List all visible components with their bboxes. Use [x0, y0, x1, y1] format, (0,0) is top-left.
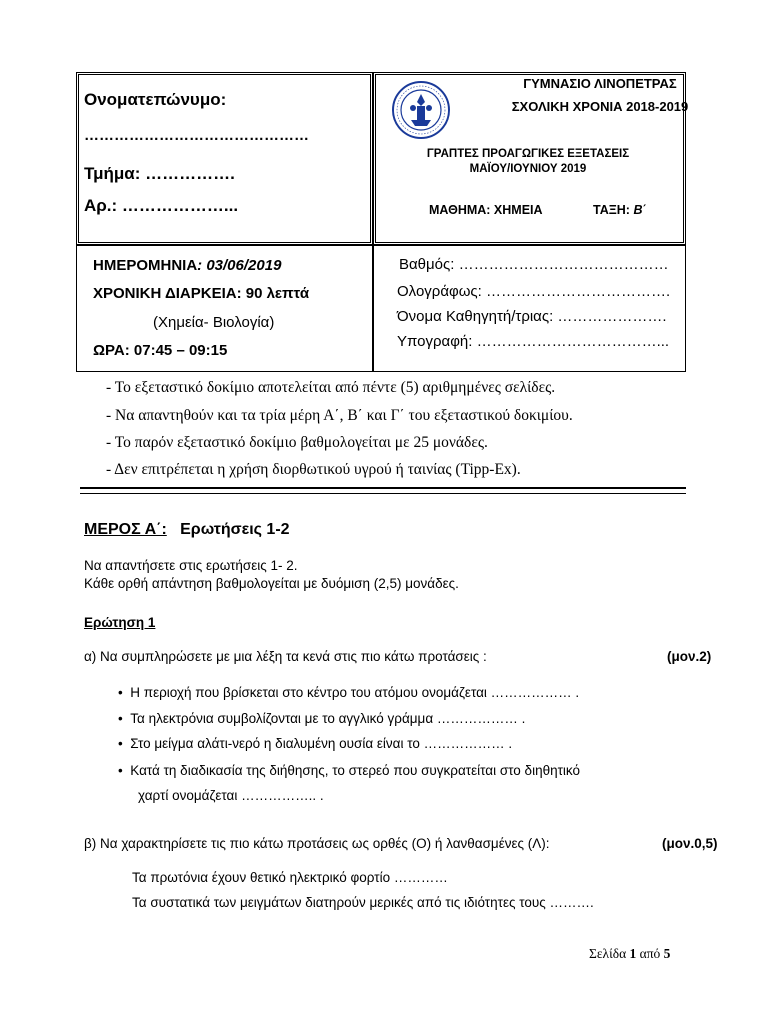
name-dots: ………………………………………	[84, 127, 309, 144]
separator-rule	[80, 487, 686, 494]
question-1a-marks: (μον.2)	[667, 649, 712, 664]
part-a-heading	[84, 521, 290, 539]
true-false-statement-2: Τα συστατικά των μειγμάτων διατηρούν μερικές από τις ιδιότητες τους ……….	[132, 895, 594, 910]
true-false-statement-1: Τα πρωτόνια έχουν θετικό ηλεκτρικό φορτίο …………	[132, 870, 448, 885]
date-value: : 03/06/2019	[197, 257, 282, 274]
page-prefix: Σελίδα	[589, 946, 627, 961]
bullet-item	[118, 763, 580, 778]
page-total: 5	[663, 946, 671, 961]
name-label: Ονοματεπώνυμο:	[84, 90, 227, 109]
part-a-intro-2: Κάθε ορθή απάντηση βαθμολογείται με δυόμιση (2,5) μονάδες.	[84, 576, 459, 591]
instruction-4: - Δεν επιτρέπεται η χρήση διορθωτικού υγρού ή ταινίας (Tipp-Ex).	[106, 461, 521, 478]
teacher-name-field: Όνομα Καθηγητή/τριας: ………………….	[397, 308, 667, 325]
exam-subjects: (Χημεία- Βιολογία)	[153, 314, 275, 331]
exam-date	[93, 257, 281, 274]
signature-field: Υπογραφή: ………………………………...	[397, 333, 670, 350]
grade-in-words-field: Ολογράφως: ……………………………….	[397, 283, 671, 300]
exam-title-line1: ΓΡΑΠΤΕΣ ΠΡΟΑΓΩΓΙΚΕΣ ΕΞΕΤΑΣΕΙΣ	[426, 148, 630, 160]
part-a-title: Ερωτήσεις 1-2	[180, 521, 290, 538]
instruction-2: - Να απαντηθούν και τα τρία μέρη Α΄, Β΄ και Γ΄ του εξεταστικού δοκιμίου.	[106, 407, 573, 424]
bullet-icon: •	[118, 763, 123, 778]
grade-class-value: Β΄	[633, 203, 647, 217]
exam-title-line2: ΜΑΪΟΥ/ΙΟΥΝΙΟΥ 2019	[469, 163, 587, 175]
page-mid: από	[639, 946, 661, 961]
school-name: ΓΥΜΝΑΣΙΟ ΛΙΝΟΠΕΤΡΑΣ	[523, 76, 677, 91]
part-a-intro-1: Να απαντήσετε στις ερωτήσεις 1- 2.	[84, 558, 298, 573]
question-1-title: Ερώτηση 1	[84, 615, 156, 630]
subject: ΜΑΘΗΜΑ: ΧΗΜΕΙΑ	[429, 203, 543, 217]
exam-time: ΩΡΑ: 07:45 – 09:15	[93, 342, 228, 359]
bullet-item	[118, 685, 579, 700]
bullet-icon: •	[118, 685, 123, 700]
bullet-icon: •	[118, 711, 123, 726]
school-year: ΣΧΟΛΙΚΗ ΧΡΟΝΙΑ 2018-2019	[511, 99, 689, 114]
school-seal-logo	[391, 80, 451, 140]
page-current: 1	[629, 946, 637, 961]
grade-field: Βαθμός: ……………………………………	[399, 256, 669, 273]
grade-class	[593, 203, 647, 217]
bullet-text: Τα ηλεκτρόνια συμβολίζονται με το αγγλικό γράμμα ……………… .	[130, 711, 526, 726]
question-1b-marks: (μον.0,5)	[662, 836, 718, 851]
bullet-item	[118, 711, 525, 726]
bullet-text: Η περιοχή που βρίσκεται στο κέντρο του ατόμου ονομάζεται ……………… .	[130, 685, 580, 700]
number-label: Αρ.: ………………...	[84, 196, 239, 215]
question-1b-text: β) Να χαρακτηρίσετε τις πιο κάτω προτάσεις ως ορθές (Ο) ή λανθασμένες (Λ):	[84, 836, 550, 851]
instruction-3: - Το παρόν εξεταστικό δοκίμιο βαθμολογείται με 25 μονάδες.	[106, 434, 488, 451]
bullet-text: Στο μείγμα αλάτι-νερό η διαλυμένη ουσία είναι το ……………… .	[130, 736, 513, 751]
bullet-item	[118, 736, 512, 751]
question-1a-text: α) Να συμπληρώσετε με μια λέξη τα κενά στις πιο κάτω προτάσεις :	[84, 649, 487, 664]
class-label: Τμήμα: …………….	[84, 164, 235, 183]
bullet-4-continuation: χαρτί ονομάζεται …………….. .	[138, 788, 324, 803]
instruction-1: - Το εξεταστικό δοκίμιο αποτελείται από πέντε (5) αριθμημένες σελίδες.	[106, 379, 556, 396]
part-a-label: ΜΕΡΟΣ Α΄:	[84, 521, 167, 538]
date-label: ΗΜΕΡΟΜΗΝΙΑ	[93, 257, 198, 274]
exam-duration: ΧΡΟΝΙΚΗ ΔΙΑΡΚΕΙΑ: 90 λεπτά	[93, 285, 310, 302]
bullet-text: Κατά τη διαδικασία της διήθησης, το στερεό που συγκρατείται στο διηθητικό	[130, 763, 581, 778]
page-number	[589, 946, 670, 962]
bullet-icon: •	[118, 736, 123, 751]
grade-class-label: ΤΑΞΗ:	[593, 203, 630, 217]
